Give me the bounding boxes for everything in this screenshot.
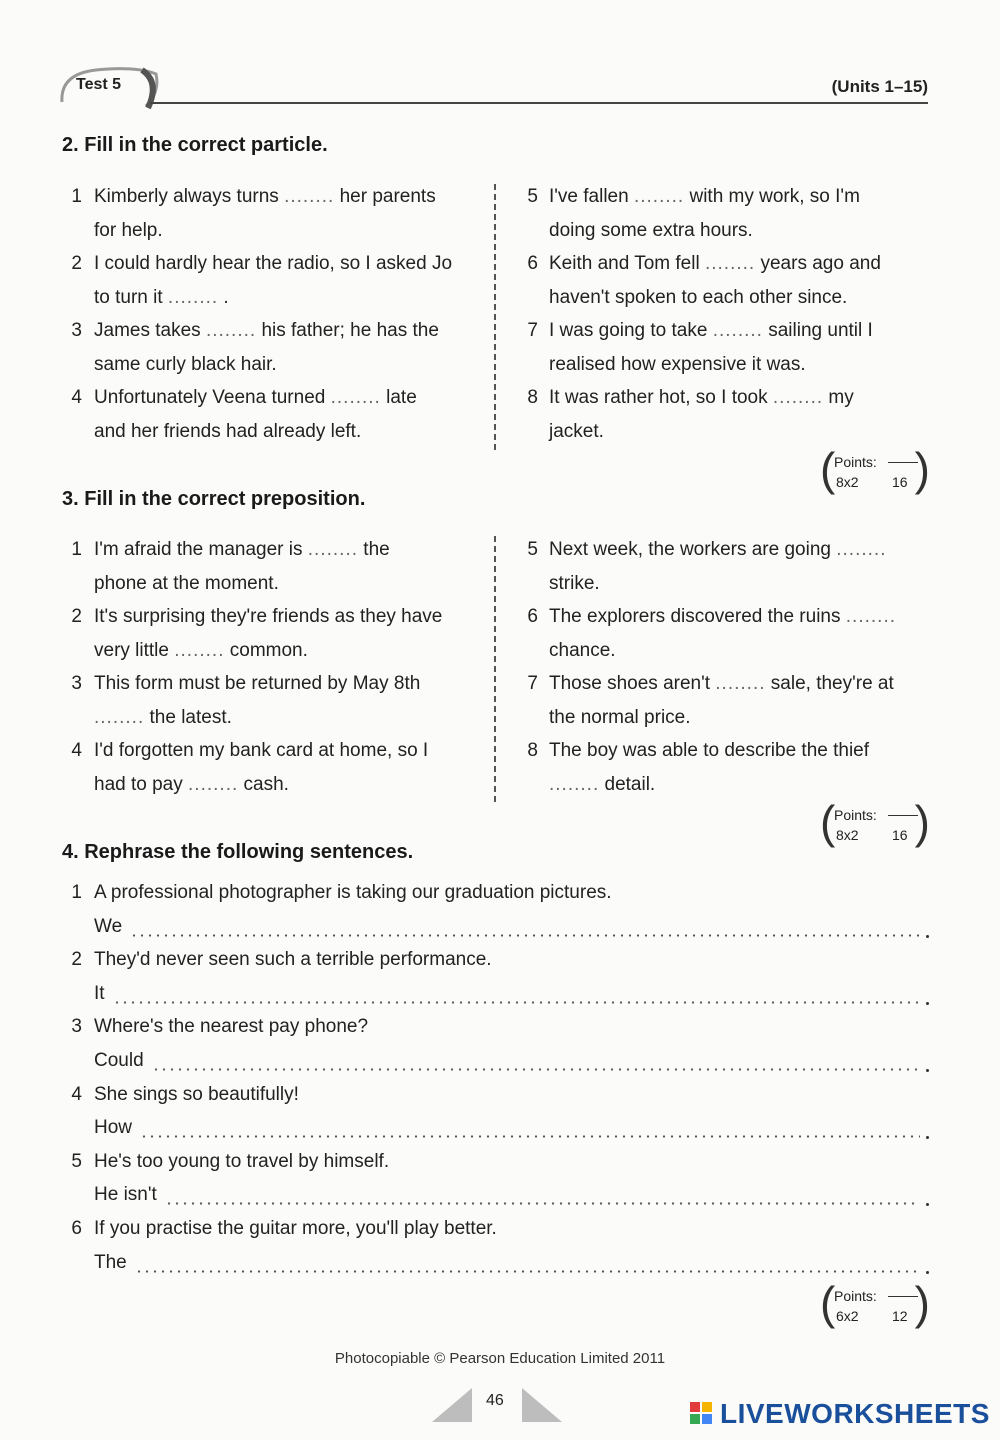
item-line [94, 734, 428, 768]
item-line [94, 214, 163, 248]
answer-line[interactable] [165, 1202, 920, 1205]
item-number: 7 [527, 320, 538, 341]
item-text: I'm afraid the manager is [94, 539, 308, 560]
item-text: the normal price. [549, 706, 691, 728]
item-number: 1 [71, 882, 82, 903]
item-line [94, 667, 420, 701]
section-3-title: 3. Fill in the correct preposition. [62, 488, 366, 510]
item-text: cash. [238, 773, 289, 795]
item-text: It's surprising they're friends as they have [94, 606, 443, 627]
points-fraction-bar [888, 1296, 918, 1297]
item-line [549, 667, 894, 701]
answer-blank[interactable]: ........ [167, 286, 219, 308]
item-text: very little [94, 639, 175, 661]
answer-line[interactable] [152, 1068, 920, 1071]
right-paren: ) [914, 1277, 930, 1329]
item-line [549, 381, 854, 415]
item-line [94, 348, 277, 382]
answer-blank[interactable]: ........ [772, 387, 824, 408]
item-number: 4 [71, 387, 82, 408]
item-number: 3 [71, 1016, 82, 1038]
item-number: 6 [71, 1218, 82, 1239]
page-number: 46 [486, 1392, 504, 1409]
right-paren: ) [914, 796, 930, 848]
logo-square-icon [690, 1402, 700, 1412]
original-sentence: He's too young to travel by himself. [94, 1150, 390, 1172]
item-number: 8 [527, 387, 538, 408]
copyright-footer: Photocopiable © Pearson Education Limited 2011 [334, 1350, 666, 1367]
item-line [549, 415, 604, 449]
answer-blank[interactable]: ........ [549, 773, 600, 795]
item-text: Kimberly always turns [94, 186, 285, 207]
item-line [549, 634, 616, 668]
original-sentence: They'd never seen such a terrible performance. [94, 949, 492, 971]
full-stop [926, 1069, 929, 1072]
item-line [549, 180, 860, 214]
item-line [549, 214, 753, 248]
item-text: common. [224, 639, 308, 661]
item-text: late [380, 387, 417, 408]
logo-square-icon [702, 1402, 712, 1412]
logo-square-icon [690, 1414, 700, 1424]
badge-label: Test 5 [76, 76, 122, 93]
item-number: 2 [71, 949, 82, 971]
item-line [549, 314, 873, 348]
item-number: 3 [71, 320, 82, 341]
column-divider [494, 184, 496, 450]
answer-blank[interactable]: ........ [284, 186, 335, 207]
full-stop [926, 1271, 929, 1274]
item-line [94, 247, 452, 281]
points-total: 12 [892, 1308, 908, 1324]
item-text: the [358, 539, 390, 560]
points-fraction-bar [888, 815, 918, 816]
item-text: to turn it [94, 286, 168, 308]
full-stop [926, 935, 929, 938]
sentence-starter: The [94, 1251, 127, 1273]
item-text: same curly black hair. [94, 353, 277, 375]
item-text: The boy was able to describe the thief [549, 740, 870, 761]
points-total: 16 [892, 474, 908, 490]
original-sentence: Where's the nearest pay phone? [94, 1016, 369, 1038]
item-text: realised how expensive it was. [549, 353, 806, 375]
item-line [549, 600, 896, 634]
header-rule [150, 102, 928, 104]
item-line [549, 701, 691, 735]
points-fraction-bar [888, 462, 918, 463]
original-sentence: A professional photographer is taking our graduation pictures. [94, 882, 612, 903]
item-text: sale, they're at [765, 673, 894, 694]
item-text: James takes [94, 320, 206, 341]
item-text: and her friends had already left. [94, 420, 362, 442]
answer-blank[interactable]: ........ [205, 320, 257, 341]
item-text: my [823, 387, 854, 408]
item-number: 6 [527, 606, 538, 627]
left-paren: ( [820, 796, 836, 848]
item-number: 5 [527, 539, 538, 560]
item-line [549, 247, 881, 281]
item-text: I'd forgotten my bank card at home, so I [94, 740, 429, 761]
units-range: (Units 1–15) [831, 77, 928, 96]
answer-blank[interactable]: ........ [330, 387, 381, 408]
section-4-points [820, 1277, 930, 1330]
right-paren: ) [914, 443, 930, 495]
item-line [94, 701, 232, 735]
item-text: Those shoes aren't [549, 673, 716, 694]
answer-blank[interactable]: ........ [836, 539, 887, 560]
points-multiplier: 8x2 [836, 474, 859, 490]
points-label: Points: [834, 454, 877, 470]
item-number: 6 [527, 253, 538, 274]
item-line [94, 381, 417, 415]
item-text: strike. [549, 572, 600, 594]
item-line [549, 348, 806, 382]
item-line [94, 180, 436, 214]
original-sentence: She sings so beautifully! [94, 1083, 299, 1105]
item-line [549, 281, 847, 315]
item-line [94, 567, 279, 601]
item-number: 8 [527, 740, 538, 761]
original-sentence: If you practise the guitar more, you'll play better. [94, 1218, 497, 1239]
item-text: I was going to take [549, 320, 713, 341]
answer-line[interactable] [130, 934, 920, 937]
item-line [94, 533, 390, 567]
item-text: jacket. [549, 420, 604, 442]
brand-name: LIVEWORKSHEETS [720, 1398, 990, 1429]
logo-square-icon [702, 1414, 712, 1424]
section-2-title: 2. Fill in the correct particle. [62, 134, 328, 156]
item-line [94, 634, 308, 668]
item-number: 2 [71, 253, 82, 274]
section-3-points [820, 796, 930, 849]
full-stop [926, 1136, 929, 1139]
item-text: for help. [94, 219, 163, 241]
item-number: 4 [71, 740, 82, 761]
item-number: 2 [71, 606, 82, 627]
item-line [94, 415, 361, 449]
sentence-starter: Could [94, 1049, 144, 1071]
sentence-starter: We [94, 915, 123, 937]
answer-line[interactable] [135, 1270, 920, 1273]
item-text: This form must be returned by May 8th [94, 673, 421, 694]
sentence-starter: He isn't [94, 1184, 157, 1206]
full-stop [926, 1002, 929, 1005]
item-text: It was rather hot, so I took [549, 387, 773, 408]
sentence-starter: How [94, 1117, 133, 1139]
item-text: had to pay [94, 773, 189, 795]
item-number: 1 [71, 539, 82, 560]
item-number: 5 [71, 1150, 82, 1172]
item-number: 4 [71, 1083, 82, 1105]
answer-line[interactable] [140, 1135, 920, 1138]
item-text: the latest. [144, 706, 232, 728]
answer-blank[interactable]: ........ [188, 773, 239, 795]
item-line [94, 768, 289, 802]
page-number-tab [432, 1386, 562, 1424]
item-text: Next week, the workers are going [549, 539, 837, 560]
test-badge [56, 62, 156, 110]
answer-blank[interactable]: ........ [633, 186, 685, 207]
answer-line[interactable] [113, 1001, 920, 1004]
item-text: his father; he has the [256, 320, 439, 341]
points-label: Points: [834, 1288, 877, 1304]
points-multiplier: 6x2 [836, 1308, 859, 1324]
item-text: . [218, 286, 229, 308]
item-text: I could hardly hear the radio, so I asked Jo [94, 253, 453, 274]
item-number: 5 [527, 186, 538, 207]
section-2-points [820, 443, 930, 496]
full-stop [926, 1203, 929, 1206]
item-text: with my work, so I'm [684, 186, 860, 207]
item-line [549, 768, 655, 802]
item-text: her parents [334, 186, 436, 207]
item-number: 1 [71, 186, 82, 207]
points-total: 16 [892, 827, 908, 843]
item-number: 3 [71, 673, 82, 694]
item-text: chance. [549, 639, 616, 661]
item-text: The explorers discovered the ruins [549, 606, 846, 627]
answer-blank[interactable]: ........ [94, 706, 145, 728]
item-text: doing some extra hours. [549, 219, 753, 241]
item-line [94, 314, 439, 348]
item-text: I've fallen [549, 186, 634, 207]
points-multiplier: 8x2 [836, 827, 859, 843]
item-line [549, 533, 886, 567]
answer-blank[interactable]: ........ [704, 253, 756, 274]
answer-blank[interactable]: ........ [174, 639, 225, 661]
left-paren: ( [820, 1277, 836, 1329]
item-text: detail. [599, 773, 656, 795]
answer-blank[interactable]: ........ [307, 539, 359, 560]
points-label: Points: [834, 807, 877, 823]
column-divider [494, 536, 496, 802]
item-text: Unfortunately Veena turned [94, 387, 331, 408]
answer-blank[interactable]: ........ [712, 320, 763, 341]
item-text: years ago and [755, 253, 881, 274]
item-text: sailing until I [762, 320, 873, 341]
sentence-starter: It [94, 982, 105, 1004]
item-text: haven't spoken to each other since. [549, 286, 848, 308]
item-number: 7 [527, 673, 538, 694]
item-text: Keith and Tom fell [549, 253, 705, 274]
answer-blank[interactable]: ........ [715, 673, 766, 694]
item-line [549, 567, 600, 601]
item-text: phone at the moment. [94, 572, 279, 594]
item-line [94, 281, 229, 315]
item-line [549, 734, 869, 768]
left-paren: ( [820, 443, 836, 495]
answer-blank[interactable]: ........ [845, 606, 896, 627]
section-4-title: 4. Rephrase the following sentences. [62, 841, 414, 863]
item-line [94, 600, 442, 634]
